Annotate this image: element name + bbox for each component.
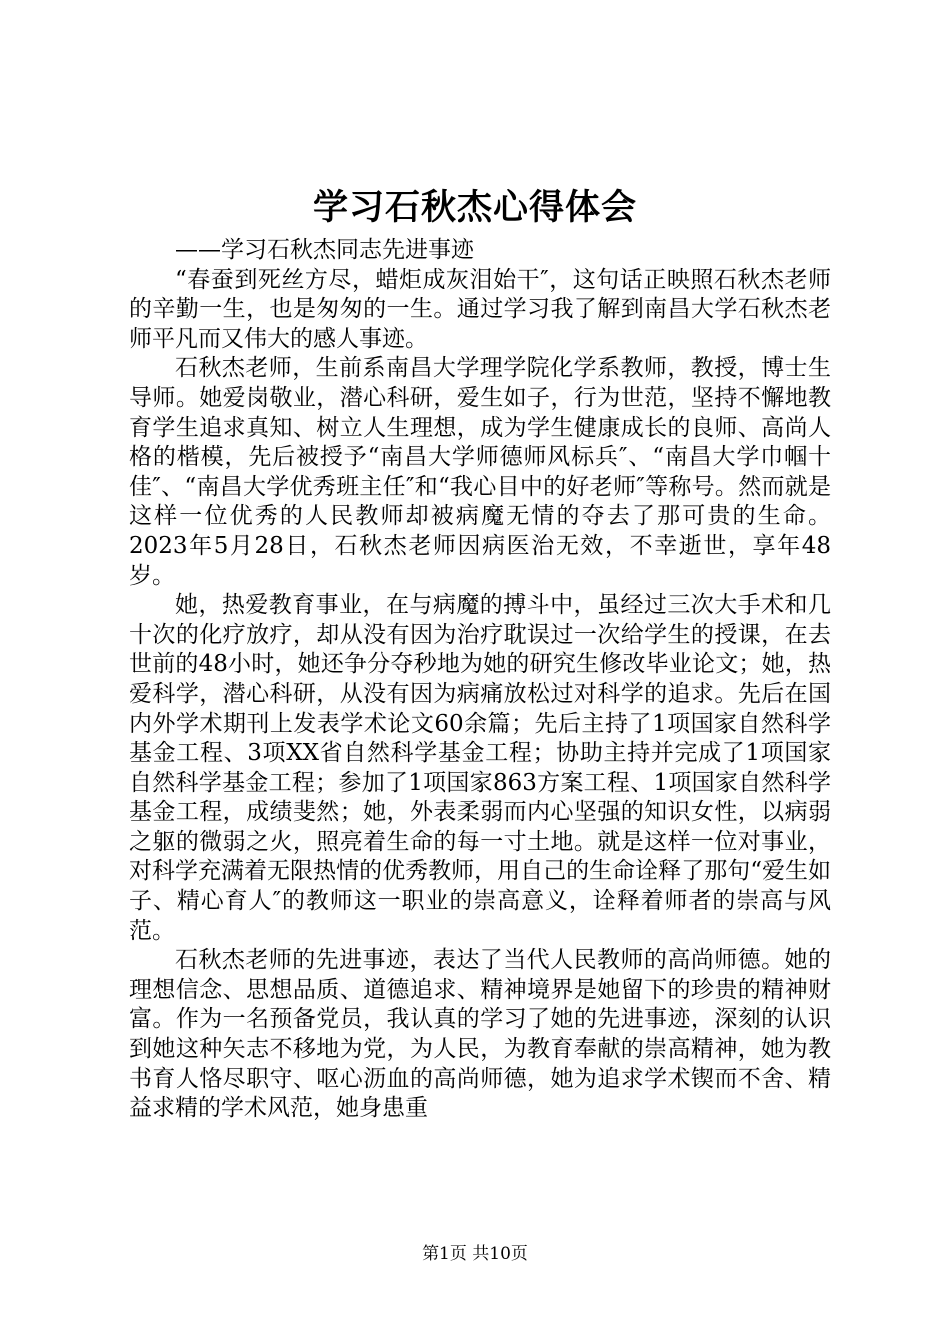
document-title: 学习石秋杰心得体会 — [312, 187, 637, 228]
document-body — [129, 236, 831, 1124]
document-subtitle: ——学习石秋杰同志先进事迹 — [175, 237, 474, 263]
paragraph-3: 她，热爱教育事业，在与病魔的搏斗中，虽经过三次大手术和几十次的化疗放疗，却从没有因为治疗耽误过一次给学生的授课，在去世前的48小时，她还争分夺秒地为她的研究生修改毕业论文；她，热爱科学，潜心科研，从没有因为病痛放松过对科学的追求。先后在国内外学术期刊上发表学术论文60余篇；先后主持了1项国家自然科学基金工程、3项XX省自然科学基金工程；协助主持并完成了1项国家自然科学基金工程；参加了1项国家863方案工程、1项国家自然科学基金工程，成绩斐然；她，外表柔弱而内心坚强的知识女性，以病弱之躯的微弱之火，照亮着生命的每一寸土地。就是这样一位对事业，对科学充满着无限热情的优秀教师，用自己的生命诠释了那句“爱生如子、精心育人″的教师这一职业的崇高意义，诠释着师者的崇高与风范。 — [129, 592, 831, 944]
paragraph-2: 石秋杰老师，生前系南昌大学理学院化学系教师，教授，博士生导师。她爱岗敬业，潜心科研，爱生如子，行为世范，坚持不懈地教育学生追求真知、树立人生理想，成为学生健康成长的良师、高尚人格的楷模，先后被授予“南昌大学师德师风标兵″、“南昌大学巾帼十佳″、“南昌大学优秀班主任″和“我心目中的好老师″等称号。然而就是这样一位优秀的人民教师却被病魔无情的夺去了那可贵的生命。2023年5月28日，石秋杰老师因病医治无效，不幸逝世，享年48岁。 — [129, 355, 831, 589]
paragraph-1: “春蚕到死丝方尽，蜡炬成灰泪始干″，这句话正映照石秋杰老师的辛勤一生，也是匆匆的一生。通过学习我了解到南昌大学石秋杰老师平凡而又伟大的感人事迹。 — [129, 266, 831, 352]
paragraph-4: 石秋杰老师的先进事迹，表达了当代人民教师的高尚师德。她的理想信念、思想品质、道德追求、精神境界是她留下的珍贵的精神财富。作为一名预备党员，我认真的学习了她的先进事迹，深刻的认识到她这种矢志不移地为党，为人民，为教育奉献的崇高精神，她为教书育人恪尽职守、呕心沥血的高尚师德，她为追求学术锲而不舍、精益求精的学术风范，她身患重 — [129, 947, 831, 1122]
page-number: 第1页 共10页 — [422, 1244, 528, 1264]
